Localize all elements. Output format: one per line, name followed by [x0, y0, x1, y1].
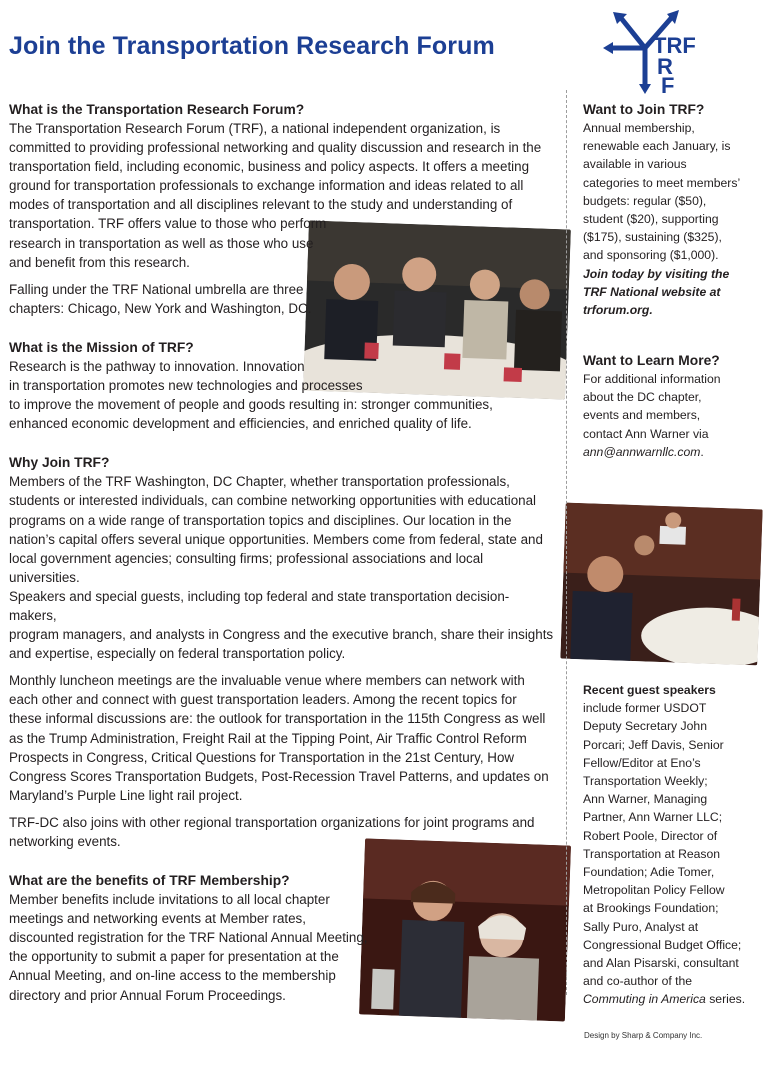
- section-why-join: [9, 453, 554, 851]
- page-title: Join the Transportation Research Forum: [9, 32, 495, 60]
- why-join-paragraph-3: TRF-DC also joins with other regional transportation organizations for joint programs and networking events.: [9, 814, 535, 849]
- why-join-paragraph-1: Members of the TRF Washington, DC Chapter, whether transportation professionals, students or interested individuals, can combine networking opportunities with educational programs on a wide range of transportation topics and disciplines. Our location in the nation’s capital offers several unique opportunities. Members come from federal, state and local government agencies; consulting firms; professional associations and local universities. Speakers and special guests, including top federal and state transportation decision-makers, program managers, and analysts in Congress and the executive branch, share their insights and expertise, especially on federal transportation policy.: [9, 474, 554, 662]
- join-cta: Join today by visiting the TRF National website at trforum.org.: [583, 265, 763, 320]
- why-join-paragraph-2: Monthly luncheon meetings are the invaluable venue where members can network with each other and connect with guest transportation leaders. Among the recent topics for these informal discussions are: the outlook for transportation in the 115th Congress as well as the Trump Administration, Freight Rail at the Tipping Point, Air Traffic Control Reform Prospects in Congress, Critical Questions for Transportation in the 21st Century, How Congress Scores Transportation Budgets, Post-Recession Travel Patterns, and updates on Maryland’s Purple Line light rail project.: [9, 673, 549, 803]
- trf-logo: [603, 4, 701, 94]
- heading-want-to-join: Want to Join TRF?: [583, 102, 705, 117]
- column-divider: [566, 90, 567, 995]
- heading-why-join: Why Join TRF?: [9, 455, 110, 471]
- sidebar-speakers: [583, 681, 763, 1009]
- trf-logo-icon: [603, 4, 701, 94]
- svg-text:R: R: [657, 54, 673, 79]
- luncheon-photo-2: [560, 503, 762, 666]
- svg-text:F: F: [661, 73, 675, 94]
- sidebar-learn-more: [583, 351, 763, 461]
- section-mission: [9, 338, 554, 433]
- chapters-paragraph: Falling under the TRF National umbrella are three chapters: Chicago, New York and Washington, DC.: [9, 281, 312, 316]
- sidebar-join: [583, 100, 763, 319]
- section-what-is: [9, 100, 554, 318]
- what-is-paragraph: The Transportation Research Forum (TRF), a national independent organization, is committed to providing professional networking and quality discussion and research in the transportation field, including economic, business and policy aspects. It offers a meeting ground for transportation professionals to exchange information and ideas related to all modes of transportation and all disciplines relevant to the study and understanding of transportation. TRF offers value to those who perform research in transportation as well as those who use and benefit from this research.: [9, 121, 542, 270]
- section-benefits: [9, 871, 554, 1005]
- membership-text: Annual membership, renewable each January, is available in various categories to meet members’ budgets: regular ($50), student ($20), supporting ($175), sustaining ($325), and sponsoring ($1,000).: [583, 121, 741, 263]
- mission-paragraph: Research is the pathway to innovation. Innovation in transportation promotes new technologies and processes to improve the movement of people and goods resulting in: stronger communities, enhanced economic development and efficiencies, and enriched quality of life.: [9, 358, 493, 432]
- heading-want-to-learn-more: Want to Learn More?: [583, 353, 720, 368]
- heading-benefits: What are the benefits of TRF Membership?: [9, 873, 290, 889]
- svg-text:TRF: TRF: [653, 33, 696, 58]
- trforum-link[interactable]: trforum.org.: [583, 303, 653, 318]
- email-link[interactable]: ann@annwarnllc.com: [583, 444, 701, 459]
- benefits-paragraph: Member benefits include invitations to all local chapter meetings and networking events at Member rates, discounted registration for the TRF National Annual Meeting, the opportunity to submit a paper for presentation at the Annual Meeting, and on-line access to the membership directory and prior Annual Forum Proceedings.: [9, 892, 368, 1003]
- guest-speakers-text: include former USDOT Deputy Secretary John Porcari; Jeff Davis, Senior Fellow/Editor at Eno’s Transportation Weekly; Ann Warner, Managing Partner, Ann Warner LLC; Robert Poole, Director of Transportation at Reason Foundation; Adie Tomer, Metropolitan Policy Fellow at Brookings Foundation; Sally Puro, Analyst at Congressional Budget Office; and Alan Pisarski, consultant and co-author of the Commuting in America series.: [583, 701, 746, 1007]
- heading-what-is: What is the Transportation Research Forum?: [9, 102, 305, 117]
- heading-mission: What is the Mission of TRF?: [9, 339, 194, 355]
- heading-guest-speakers: Recent guest speakers: [583, 683, 716, 697]
- design-credit: Design by Sharp & Company Inc.: [584, 1031, 703, 1040]
- learn-more-text: For additional information about the DC chapter, events and members, contact Ann Warner via ann@annwarnllc.com.: [583, 372, 721, 459]
